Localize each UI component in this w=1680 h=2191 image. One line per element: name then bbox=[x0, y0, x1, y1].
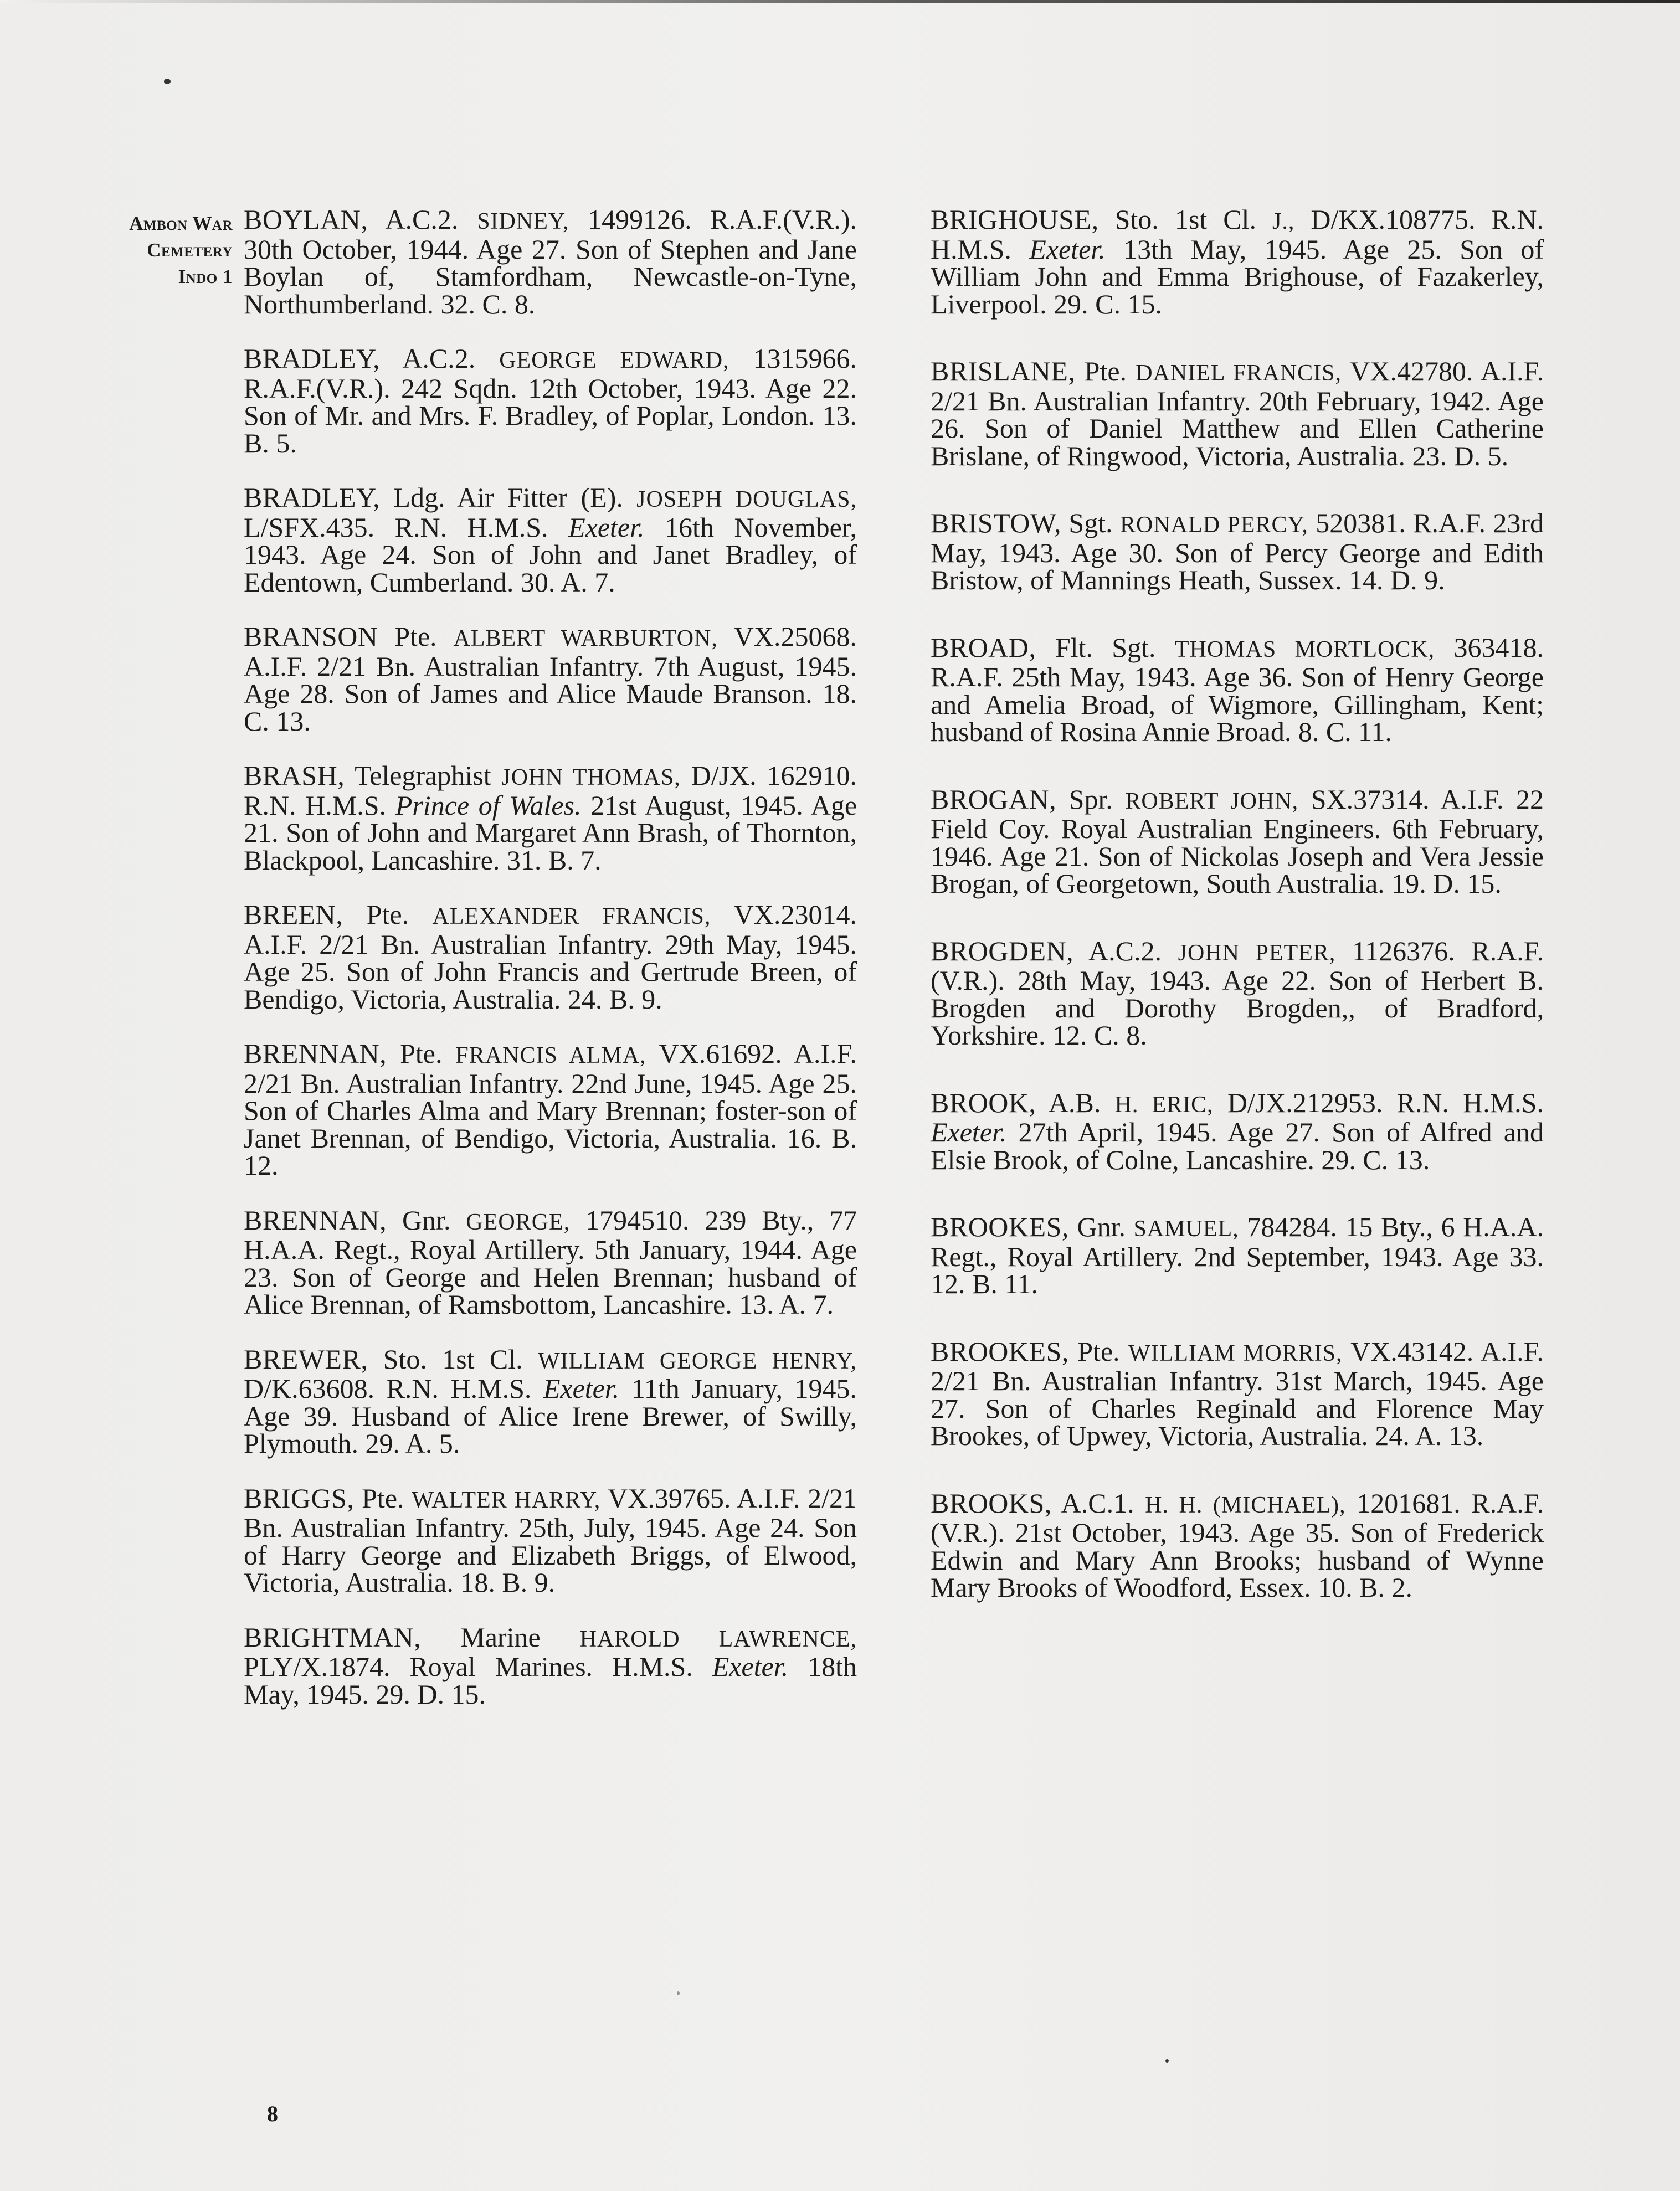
entry-rank: Sto. 1st Cl. bbox=[1114, 204, 1256, 235]
entry-rank: A.B. bbox=[1048, 1087, 1101, 1118]
casualty-entry bbox=[931, 935, 1544, 1051]
marginal-line-1: Ambon War bbox=[129, 213, 233, 234]
entry-rank: Gnr. bbox=[1077, 1211, 1126, 1242]
entry-surname: BRADLEY, bbox=[244, 343, 381, 374]
entry-given-names: ROBERT JOHN, bbox=[1125, 788, 1299, 814]
entry-details: 21st August, 1945. Age 21. Son of John and Margaret Ann Brash, of Thornton, Blackpool, Lancashire. 31. B. 7. bbox=[244, 789, 857, 876]
entry-rank: Marine bbox=[460, 1621, 541, 1653]
casualty-entry bbox=[931, 206, 1544, 318]
entry-ship-name: Exeter. bbox=[712, 1651, 789, 1682]
right-column bbox=[931, 206, 1544, 1642]
casualty-entry bbox=[931, 1089, 1544, 1174]
entry-given-names: H. H. (MICHAEL), bbox=[1145, 1492, 1346, 1518]
entry-given-names: FRANCIS ALMA, bbox=[455, 1043, 646, 1068]
entry-given-names: HAROLD LAWRENCE, bbox=[579, 1626, 857, 1652]
entry-given-names: ALEXANDER FRANCIS, bbox=[432, 904, 711, 929]
casualty-entry bbox=[244, 623, 857, 735]
entry-rank: A.C.1. bbox=[1061, 1487, 1134, 1519]
casualty-entry bbox=[931, 1487, 1544, 1603]
entry-details: SX.37314. A.I.F. 22 Field Coy. Royal Australian Engineers. 6th February, 1946. Age 21. Son of Nickolas Joseph and Vera Jessie Brogan, of Georgetown, South Australia. 19. D. 15. bbox=[931, 783, 1544, 899]
entry-rank: A.C.2. bbox=[402, 343, 476, 374]
entry-surname: BRIGHOUSE, bbox=[931, 204, 1099, 235]
entry-details: VX.25068. A.I.F. 2/21 Bn. Australian Infantry. 7th August, 1945. Age 28. Son of James and Alice Maude Branson. 18. C. 13. bbox=[244, 621, 857, 737]
entry-rank: Ldg. Air Fitter (E). bbox=[393, 482, 623, 513]
entry-pre-text: L/SFX.435. R.N. H.M.S. bbox=[244, 511, 548, 543]
entry-pre-text: D/JX.212953. R.N. H.M.S. bbox=[1227, 1087, 1544, 1118]
entry-rank: Pte. bbox=[362, 1482, 404, 1514]
entry-given-names: GEORGE EDWARD, bbox=[499, 348, 729, 373]
entry-ship-name: Exeter. bbox=[568, 511, 645, 543]
entry-given-names: WILLIAM GEORGE HENRY, bbox=[537, 1348, 857, 1374]
casualty-entry bbox=[244, 901, 857, 1013]
entry-given-names: H. ERIC, bbox=[1114, 1092, 1214, 1118]
entry-surname: BROGDEN, bbox=[931, 935, 1074, 966]
entry-given-names: THOMAS MORTLOCK, bbox=[1174, 636, 1435, 662]
entry-surname: BRENNAN, bbox=[244, 1038, 387, 1069]
entry-surname: BRIGGS, bbox=[244, 1482, 355, 1514]
entry-given-names: DANIEL FRANCIS, bbox=[1136, 361, 1342, 386]
entry-given-names: JOSEPH DOUGLAS, bbox=[636, 487, 857, 512]
casualty-entry bbox=[244, 1621, 857, 1710]
casualty-entry bbox=[931, 1213, 1544, 1298]
casualty-entry bbox=[931, 631, 1544, 747]
entry-details: 1201681. R.A.F.(V.R.). 21st October, 1943. Age 35. Son of Frederick Edwin and Mary Ann Brooks; husband of Wynne Mary Brooks of Woodford, Essex. 10. B. 2. bbox=[931, 1487, 1544, 1603]
entry-given-names: WALTER HARRY, bbox=[412, 1487, 601, 1513]
entry-rank: Gnr. bbox=[402, 1204, 451, 1236]
scan-speck bbox=[677, 1991, 680, 1995]
left-column bbox=[244, 206, 857, 1735]
scan-speck bbox=[164, 79, 171, 84]
entry-surname: BRISTOW, bbox=[931, 507, 1062, 538]
entry-pre-text: D/K.63608. R.N. H.M.S. bbox=[244, 1373, 532, 1404]
entry-details: 13th May, 1945. Age 25. Son of William John and Emma Brighouse, of Fazakerley, Liverpool. 29. C. 15. bbox=[931, 233, 1544, 320]
entry-details: VX.42780. A.I.F. 2/21 Bn. Australian Infantry. 20th February, 1942. Age 26. Son of Daniel Matthew and Ellen Catherine Brislane, of Ringwood, Victoria, Australia. 23. D. 5. bbox=[931, 356, 1544, 471]
entry-rank: A.C.2. bbox=[385, 204, 459, 235]
entry-rank: A.C.2. bbox=[1088, 935, 1162, 966]
entry-ship-name: Exeter. bbox=[931, 1117, 1007, 1148]
casualty-entry bbox=[931, 783, 1544, 899]
entry-pre-text: PLY/X.1874. Royal Marines. H.M.S. bbox=[244, 1651, 693, 1682]
entry-surname: BOYLAN, bbox=[244, 204, 368, 235]
entry-details: 1794510. 239 Bty., 77 H.A.A. Regt., Royal Artillery. 5th January, 1944. Age 23. Son of George and Helen Brennan; husband of Alice Brennan, of Ramsbottom, Lancashire. 13. A. 7. bbox=[244, 1204, 857, 1320]
casualty-entry bbox=[931, 358, 1544, 470]
marginal-line-3: Indo 1 bbox=[178, 266, 233, 287]
entry-details: VX.39765. A.I.F. 2/21 Bn. Australian Infantry. 25th, July, 1945. Age 24. Son of Harry George and Elizabeth Briggs, of Elwood, Victoria, Australia. 18. B. 9. bbox=[244, 1482, 857, 1598]
casualty-entry bbox=[244, 1204, 857, 1320]
entry-ship-name: Exeter. bbox=[1029, 233, 1106, 265]
scan-speck bbox=[1165, 2059, 1169, 2063]
entry-details: 520381. R.A.F. 23rd May, 1943. Age 30. Son of Percy George and Edith Bristow, of Mannings Heath, Sussex. 14. D. 9. bbox=[931, 507, 1544, 595]
entry-given-names: JOHN PETER, bbox=[1178, 940, 1336, 966]
casualty-entry bbox=[244, 345, 857, 457]
casualty-entry bbox=[244, 762, 857, 874]
casualty-entry bbox=[244, 1343, 857, 1459]
entry-pre-text: D/KX.108775. R.N. H.M.S. bbox=[931, 204, 1544, 265]
casualty-entry bbox=[931, 507, 1544, 595]
entry-ship-name: Exeter. bbox=[543, 1373, 620, 1404]
entry-given-names: SIDNEY, bbox=[477, 209, 569, 234]
entry-surname: BRANSON bbox=[244, 621, 378, 652]
entry-details: VX.61692. A.I.F. 2/21 Bn. Australian Infantry. 22nd June, 1945. Age 25. Son of Charles Alma and Mary Brennan; foster-son of Janet Brennan, of Bendigo, Victoria, Australia. 16. B. 12. bbox=[244, 1038, 857, 1181]
entry-rank: Spr. bbox=[1068, 783, 1113, 815]
entry-details: 18th May, 1945. 29. D. 15. bbox=[244, 1651, 857, 1710]
entry-surname: BROOKES, bbox=[931, 1335, 1069, 1367]
entry-surname: BRASH, bbox=[244, 760, 345, 791]
entry-surname: BRIGHTMAN, bbox=[244, 1621, 422, 1653]
marginal-line-2: Cemetery bbox=[147, 239, 233, 261]
casualty-entry bbox=[244, 1040, 857, 1180]
entry-ship-name: Prince of Wales. bbox=[395, 789, 582, 821]
entry-surname: BROAD, bbox=[931, 631, 1036, 663]
entry-rank: Pte. bbox=[400, 1038, 443, 1069]
entry-given-names: WILLIAM MORRIS, bbox=[1128, 1340, 1343, 1366]
entry-surname: BRADLEY, bbox=[244, 482, 381, 513]
entry-surname: BROOKS, bbox=[931, 1487, 1052, 1519]
casualty-entry bbox=[931, 1335, 1544, 1451]
cemetery-marginal-heading bbox=[66, 210, 233, 290]
entry-rank: Pte. bbox=[394, 621, 437, 652]
page-number: 8 bbox=[267, 2101, 278, 2126]
casualty-entry bbox=[244, 484, 857, 596]
entry-surname: BRENNAN, bbox=[244, 1204, 387, 1236]
entry-surname: BRISLANE, bbox=[931, 356, 1076, 387]
entry-given-names: JOHN THOMAS, bbox=[501, 765, 681, 790]
entry-given-names: RONALD PERCY, bbox=[1120, 512, 1308, 538]
entry-given-names: SAMUEL, bbox=[1133, 1216, 1239, 1242]
entry-rank: Pte. bbox=[1077, 1335, 1120, 1367]
casualty-entry bbox=[244, 1482, 857, 1598]
entry-given-names: GEORGE, bbox=[466, 1209, 571, 1235]
casualty-entry bbox=[244, 206, 857, 318]
entry-surname: BREEN, bbox=[244, 899, 343, 930]
entry-pre-text: D/JX. 162910. R.N. H.M.S. bbox=[244, 760, 857, 821]
entry-details: VX.43142. A.I.F. 2/21 Bn. Australian Infantry. 31st March, 1945. Age 27. Son of Charles Reginald and Florence May Brookes, of Upwey, Victoria, Australia. 24. A. 13. bbox=[931, 1335, 1544, 1451]
entry-rank: Sto. 1st Cl. bbox=[383, 1343, 523, 1375]
entry-surname: BROOK, bbox=[931, 1087, 1036, 1118]
entry-rank: Sgt. bbox=[1068, 507, 1113, 538]
entry-details: 784284. 15 Bty., 6 H.A.A. Regt., Royal Artillery. 2nd September, 1943. Age 33. 12. B. 11. bbox=[931, 1211, 1544, 1299]
entry-details: 1126376. R.A.F.(V.R.). 28th May, 1943. Age 22. Son of Herbert B. Brogden and Dorothy Brogden,, of Bradford, Yorkshire. 12. C. 8. bbox=[931, 935, 1544, 1051]
entry-surname: BROOKES, bbox=[931, 1211, 1069, 1242]
entry-details: 1315966. R.A.F.(V.R.). 242 Sqdn. 12th October, 1943. Age 22. Son of Mr. and Mrs. F. Bradley, of Poplar, London. 13. B. 5. bbox=[244, 343, 857, 459]
entry-rank: Flt. Sgt. bbox=[1055, 631, 1156, 663]
entry-surname: BROGAN, bbox=[931, 783, 1057, 815]
entry-details: VX.23014. A.I.F. 2/21 Bn. Australian Infantry. 29th May, 1945. Age 25. Son of John Francis and Gertrude Breen, of Bendigo, Victoria, Australia. 24. B. 9. bbox=[244, 899, 857, 1015]
entry-given-names: J., bbox=[1272, 209, 1295, 234]
entry-surname: BREWER, bbox=[244, 1343, 368, 1375]
page-top-edge bbox=[0, 0, 1680, 3]
entry-rank: Pte. bbox=[1084, 356, 1127, 387]
entry-details: 1499126. R.A.F.(V.R.). 30th October, 1944. Age 27. Son of Stephen and Jane Boylan of, Stamfordham, Newcastle-on-Tyne, Northumberland. 32. C. 8. bbox=[244, 204, 857, 320]
entry-details: 11th January, 1945. Age 39. Husband of Alice Irene Brewer, of Swilly, Plymouth. 29. A. 5. bbox=[244, 1373, 857, 1459]
entry-rank: Pte. bbox=[366, 899, 409, 930]
entry-given-names: ALBERT WARBURTON, bbox=[453, 626, 718, 651]
entry-details: 16th November, 1943. Age 24. Son of John and Janet Bradley, of Edentown, Cumberland. 30. A. 7. bbox=[244, 511, 857, 598]
entry-details: 363418. R.A.F. 25th May, 1943. Age 36. Son of Henry George and Amelia Broad, of Wigmore, Gillingham, Kent; husband of Rosina Annie Broad. 8. C. 11. bbox=[931, 631, 1544, 747]
entry-rank: Telegraphist bbox=[355, 760, 491, 791]
entry-details: 27th April, 1945. Age 27. Son of Alfred and Elsie Brook, of Colne, Lancashire. 29. C. 13. bbox=[931, 1117, 1544, 1175]
